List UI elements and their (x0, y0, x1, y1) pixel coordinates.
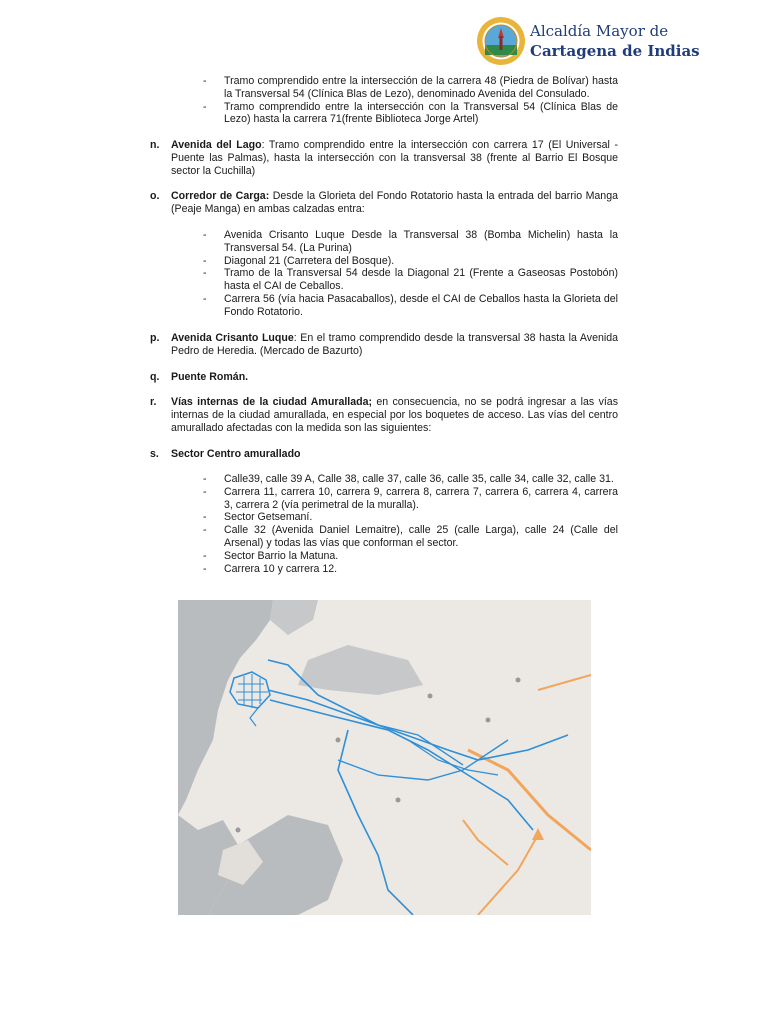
item-p: p. Avenida Crisanto Luque: En el tramo comprendido desde la transversal 38 hasta la Avenida Pedro de Heredia. (Mercado de Bazurto) (150, 332, 618, 357)
list-item: - Avenida Crisanto Luque Desde la Transversal 38 (Bomba Michelin) hasta la Transversal 54. (La Purina) (203, 229, 618, 254)
list-item: - Tramo de la Transversal 54 desde la Diagonal 21 (Frente a Gaseosas Postobón) hasta el CAI de Ceballos. (203, 267, 618, 293)
map-poi (236, 828, 241, 833)
list-item: - Sector Getsemaní. (203, 511, 313, 524)
item-r-title: Vías internas de la ciudad Amurallada; (171, 396, 372, 408)
list-item: - Carrera 11, carrera 10, carrera 9, carrera 8, carrera 7, carrera 6, carrera 4, carrera 3, carrera 2 (vía perimetral de la muralla). (203, 485, 618, 511)
item-q: q. Puente Román. (150, 371, 249, 383)
item-r: r. Vías internas de la ciudad Amurallada; en consecuencia, no se podrá ingresar a las vías internas de la ciudad amurallada, en especial por los boquetes de acceso. Las vías del centro amurallado afectadas con la medida son las siguientes: (150, 396, 618, 434)
logo-title-line1: Alcaldía Mayor de (530, 22, 669, 40)
list-item: - Diagonal 21 (Carretera del Bosque). (203, 254, 395, 267)
s-bullet-list (203, 473, 618, 575)
map-poi (396, 798, 401, 803)
list-item: - Sector Barrio la Matuna. (203, 549, 339, 562)
list-item: - Tramo comprendido entre la intersección con la Transversal 54 (Clínica Blas de Lezo) hasta la carrera 71(frente Biblioteca Jorge Artel) (203, 100, 618, 126)
o-bullet-list (203, 229, 618, 319)
list-item: - Tramo comprendido entre la intersección de la carrera 48 (Piedra de Bolívar) hasta la Transversal 54 (Clínica Blas de Lezo), denominado Avenida del Consulado. (203, 75, 618, 100)
top-bullet-list (203, 75, 618, 126)
map-poi (336, 738, 341, 743)
route-map (178, 600, 591, 915)
item-s-title: Sector Centro amurallado (171, 448, 301, 460)
item-p-title: Avenida Crisanto Luque (171, 332, 294, 344)
list-item: - Carrera 10 y carrera 12. (203, 562, 338, 575)
item-n: n. Avenida del Lago: Tramo comprendido entre la intersección con carrera 17 (El Universal - Puente las Palmas), hasta la intersección con la transversal 38 (frente al Barrio El Bosque sector la Cuchilla) (150, 139, 618, 177)
list-item: - Carrera 56 (vía hacia Pasacaballos), desde el CAI de Ceballos hasta la Glorieta del Fondo Rotatorio. (203, 292, 618, 318)
list-item: - Calle 32 (Avenida Daniel Lemaitre), calle 25 (calle Larga), calle 24 (Calle del Arsenal) y todas las vías que conforman el sector. (203, 524, 618, 549)
item-n-text: : Tramo comprendido entre la intersección con carrera 17 (El Universal - Puente las Palmas), hasta la intersección con la transversal 38 (frente al Barrio El Bosque sector la Cuchilla) (171, 139, 618, 177)
item-o: o. Corredor de Carga: Desde la Glorieta del Fondo Rotatorio hasta la entrada del barrio Manga (Peaje Manga) en ambas calzadas entra: (150, 190, 618, 215)
logo-title-line2: Cartagena de Indias (530, 42, 700, 60)
item-s: s. Sector Centro amurallado (150, 448, 301, 460)
map-poi (428, 694, 433, 699)
map-poi (486, 718, 491, 723)
city-seal-icon (476, 16, 526, 66)
map-poi (516, 678, 521, 683)
item-q-title: Puente Román. (171, 371, 249, 383)
item-o-title: Corredor de Carga: (171, 190, 270, 202)
item-o-text: Desde la Glorieta del Fondo Rotatorio hasta la entrada del barrio Manga (Peaje Manga) en ambas calzadas entra: (171, 190, 618, 215)
item-p-text: : En el tramo comprendido desde la transversal 38 hasta la Avenida Pedro de Heredia. (Mercado de Bazurto) (171, 332, 618, 357)
header-logo (476, 16, 700, 68)
list-item: - Calle39, calle 39 A, Calle 38, calle 37, calle 36, calle 35, calle 34, calle 32, calle 31. (203, 473, 614, 485)
item-n-title: Avenida del Lago (171, 139, 262, 151)
item-r-text: en consecuencia, no se podrá ingresar a las vías internas de la ciudad amurallada, en especial por los boquetes de acceso. Las vías del centro amurallado afectadas con la medida son las siguientes: (171, 396, 618, 434)
